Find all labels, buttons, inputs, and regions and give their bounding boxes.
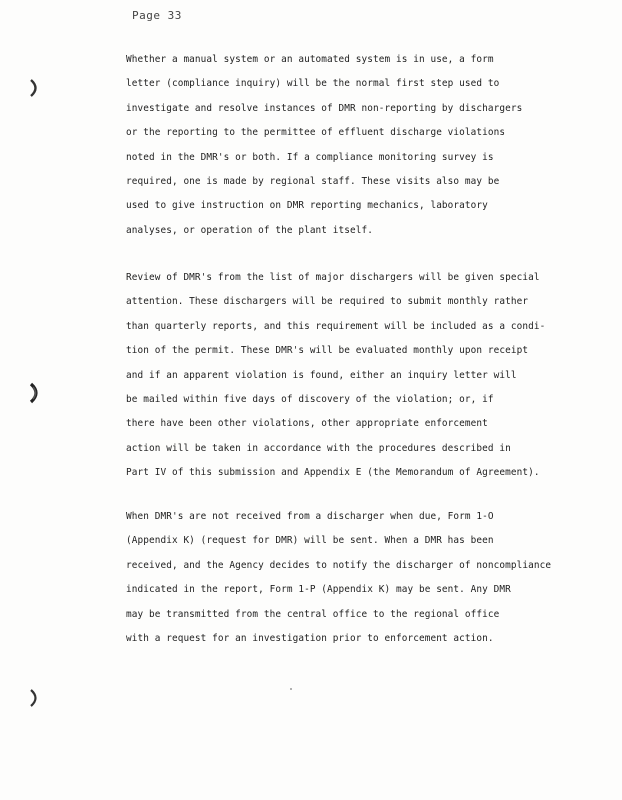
- text-line: noted in the DMR's or both. If a compliance monitoring survey is: [126, 151, 494, 163]
- text-line: used to give instruction on DMR reporting mechanics, laboratory: [126, 200, 488, 212]
- text-line: and if an apparent violation is found, either an inquiry letter will: [126, 369, 517, 381]
- text-line: investigate and resolve instances of DMR non-reporting by dischargers: [126, 102, 523, 114]
- text-line: may be transmitted from the central office to the regional office: [126, 608, 500, 620]
- text-line: Part IV of this submission and Appendix E (the Memorandum of Agreement).: [126, 467, 540, 479]
- paragraph-dmr-forms: [126, 505, 586, 651]
- text-line: required, one is made by regional staff. These visits also may be: [126, 176, 500, 188]
- text-line: attention. These dischargers will be required to submit monthly rather: [126, 296, 529, 308]
- paragraph-major-dischargers: [126, 266, 586, 486]
- text-line: When DMR's are not received from a discharger when due, Form 1-O: [126, 511, 494, 522]
- text-line: letter (compliance inquiry) will be the normal first step used to: [126, 78, 500, 90]
- text-line: indicated in the report, Form 1-P (Appendix K) may be sent. Any DMR: [126, 584, 511, 596]
- text-line: tion of the permit. These DMR's will be evaluated monthly upon receipt: [126, 345, 529, 357]
- binder-hole-mark: [28, 78, 42, 98]
- text-line: be mailed within five days of discovery of the violation; or, if: [126, 394, 494, 406]
- text-line: or the reporting to the permittee of effluent discharge violations: [126, 127, 506, 139]
- scan-speck: [290, 688, 292, 690]
- page-number: Page 33: [132, 9, 182, 22]
- binder-hole-mark: [28, 382, 42, 402]
- text-line: Whether a manual system or an automated system is in use, a form: [126, 54, 494, 65]
- text-line: Review of DMR's from the list of major dischargers will be given special: [126, 272, 540, 283]
- text-line: analyses, or operation of the plant itself.: [126, 224, 374, 236]
- binder-hole-mark: [28, 688, 42, 708]
- text-line: action will be taken in accordance with the procedures described in: [126, 442, 511, 454]
- paragraph-compliance-inquiry: [126, 48, 586, 243]
- text-line: there have been other violations, other appropriate enforcement: [126, 418, 488, 430]
- text-line: received, and the Agency decides to notify the discharger of noncompliance: [126, 559, 552, 571]
- text-line: than quarterly reports, and this requirement will be included as a condi-: [126, 320, 546, 332]
- text-line: (Appendix K) (request for DMR) will be sent. When a DMR has been: [126, 535, 494, 547]
- text-line: with a request for an investigation prior to enforcement action.: [126, 633, 494, 645]
